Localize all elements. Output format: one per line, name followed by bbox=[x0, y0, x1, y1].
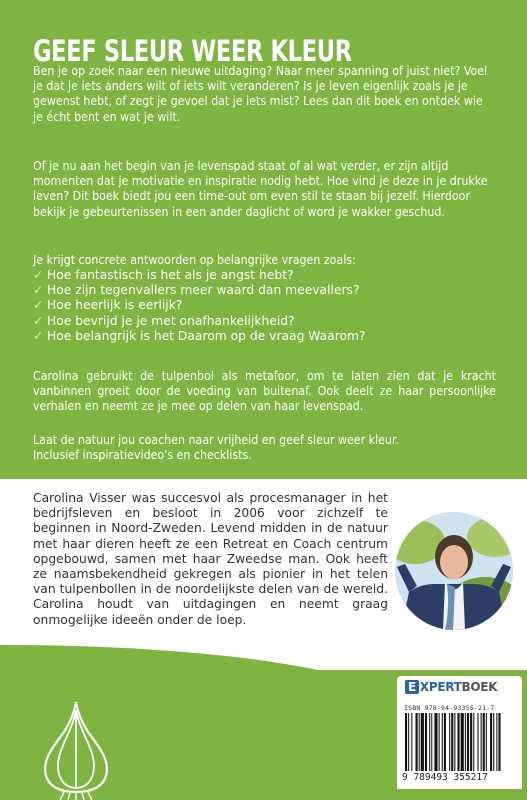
closing-line-1: Laat de natuur jou coachen naar vrijheid en geef sleur weer kleur. bbox=[33, 433, 399, 447]
checkmark-icon: ✓ bbox=[33, 268, 44, 282]
closing-line-2: Inclusief inspiratievideo's en checklists. bbox=[33, 448, 252, 463]
question-text: Hoe heerlijk is eerlijk? bbox=[47, 298, 183, 313]
tulip-bulb-icon bbox=[36, 700, 116, 800]
list-item bbox=[33, 314, 366, 329]
list-item bbox=[33, 329, 366, 344]
question-text: Hoe bevrijd je je met onafhankelijkheid? bbox=[47, 313, 295, 328]
publisher-logo-letter: E bbox=[405, 680, 419, 694]
barcode-number: 9 789493 355217 bbox=[402, 772, 488, 783]
paragraph-levenspad: Of je nu aan het begin van je levenspad staat of al wat verder, er zijn altijd momenten dat je motivatie en inspiratie nodig hebt. Hoe vind je deze in je drukke leven? Dit boek biedt jou een time-out om even stil te staan bij jezelf. Hierdoor bekijk je gebeurtenissen in een ander daglicht of word je wakker geschud. bbox=[33, 159, 488, 219]
questions-checklist bbox=[33, 268, 366, 344]
question-text: Hoe zijn tegenvallers meer waard dan meevallers? bbox=[47, 283, 360, 298]
checkmark-icon: ✓ bbox=[33, 298, 44, 313]
author-photo bbox=[395, 512, 513, 630]
checkmark-icon: ✓ bbox=[33, 328, 44, 343]
list-item bbox=[33, 268, 366, 283]
checkmark-icon: ✓ bbox=[33, 313, 44, 328]
cover-title: GEEF SLEUR WEER KLEUR bbox=[33, 34, 352, 68]
author-bio: Carolina Visser was succesvol als procesmanager in het bedrijfsleven en besloot in 2006 voor zichzelf te beginnen in Noord-Zweden. Levend midden in de natuur met haar dieren heeft ze een Retreat en Coach centrum opgebouwd, samen met haar Zweedse man. Ook heeft ze naamsbekendheid gekregen als pionier in het telen van tulpenbollen in de noordelijkste delen van de wereld. Carolina houdt van uitdagingen en neemt graag onmogelijke ideeën onder de loep. bbox=[33, 491, 388, 627]
questions-intro: Je krijgt concrete antwoorden op belangrijke vragen zoals: bbox=[33, 253, 356, 267]
paragraph-intro: Ben je op zoek naar een nieuwe uitdaging? Naar meer spanning of juist niet? Voel je dat je iets anders wilt of iets wilt veranderen? Is je leven eigenlijk zoals je je gewenst hebt, of zegt je gevoel dat je iets mist? Lees dan dit boek en ontdek wie je écht bent en wat je wilt. bbox=[33, 64, 488, 124]
paragraph-closing bbox=[33, 433, 496, 463]
publisher-logo-part1: XPERT bbox=[419, 680, 462, 694]
list-item bbox=[33, 298, 366, 313]
paragraph-metaphor: Carolina gebruikt de tulpenbol als metafoor, om te laten zien dat je kracht vanbinnen groeit door de voeding van buitenaf. Ook deelt ze haar persoonlijke verhalen en neemt ze je mee op delen van haar levenspad. bbox=[33, 369, 496, 414]
question-text: Hoe fantastisch is het als je angst hebt? bbox=[47, 268, 294, 282]
question-text: Hoe belangrijk is het Daarom op de vraag Waarom? bbox=[47, 328, 366, 343]
list-item bbox=[33, 283, 366, 298]
checkmark-icon: ✓ bbox=[33, 283, 44, 298]
publisher-logo bbox=[397, 676, 522, 701]
isbn-number: ISBN 978-94-93355-21-7 bbox=[404, 704, 495, 712]
publisher-logo-part2: BOEK bbox=[461, 680, 498, 694]
